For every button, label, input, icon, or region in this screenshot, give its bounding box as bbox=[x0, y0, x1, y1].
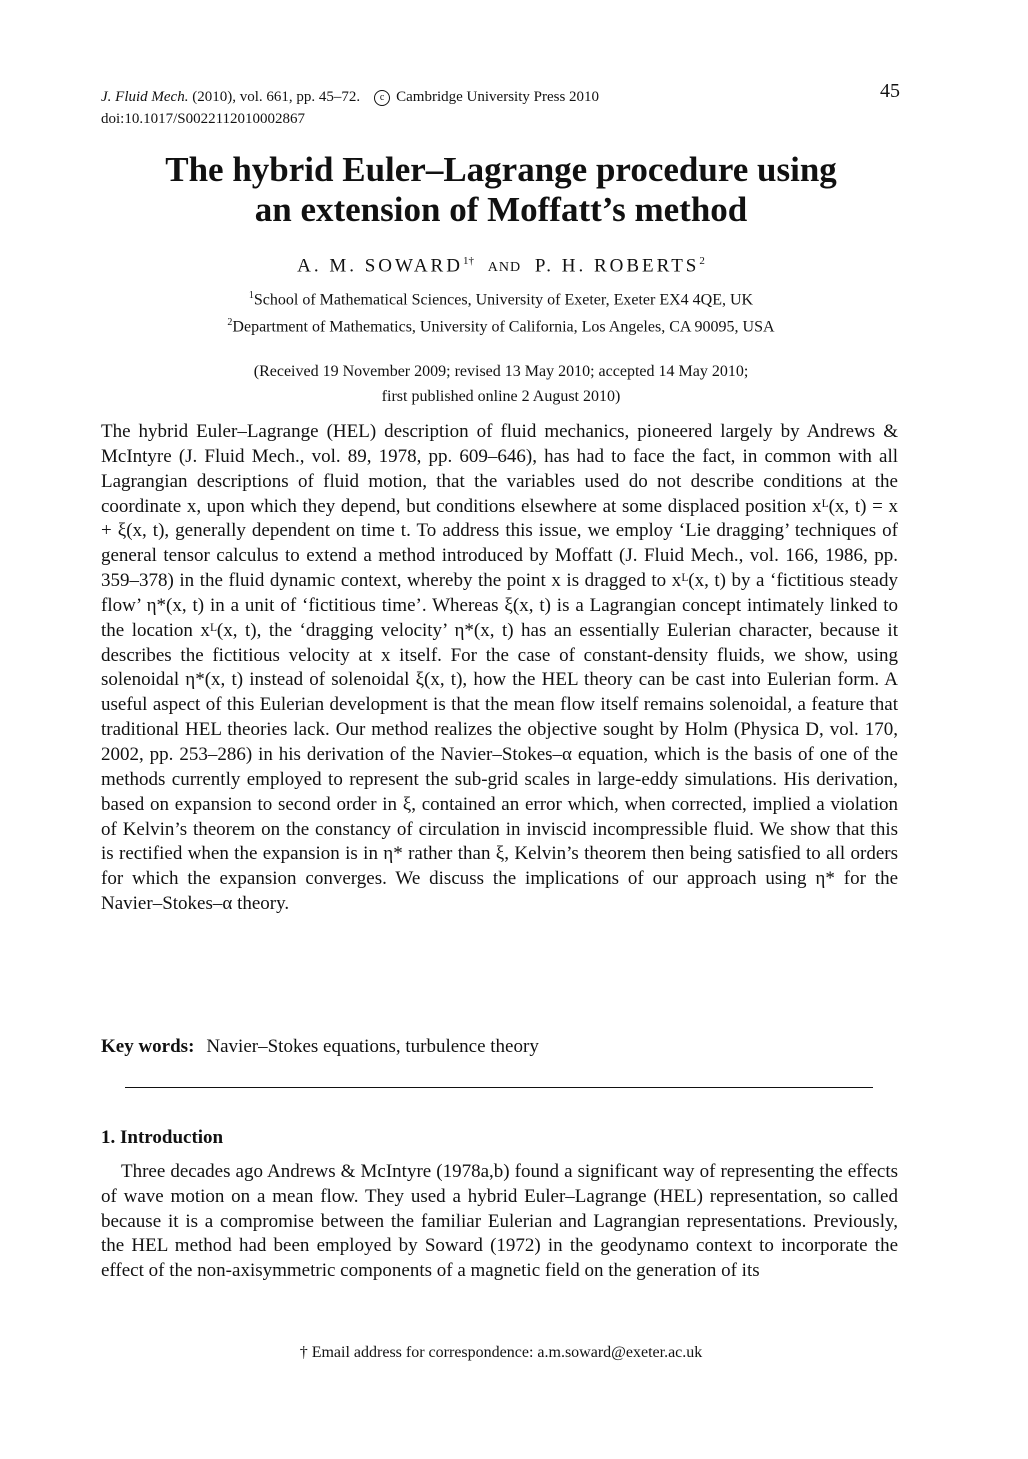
title-line-2: an extension of Moffatt’s method bbox=[254, 190, 748, 229]
copyright-icon: c bbox=[374, 90, 390, 106]
footnote: † Email address for correspondence: a.m.soward@exeter.ac.uk bbox=[299, 1344, 703, 1361]
author-1-mark: 1† bbox=[462, 255, 474, 267]
author-2-mark: 2 bbox=[699, 255, 705, 267]
affiliation-mark: 2 bbox=[227, 317, 233, 328]
author-1: A. M. SOWARD bbox=[297, 255, 463, 277]
author-line bbox=[101, 255, 901, 277]
received-line-1: (Received 19 November 2009; revised 13 May 2010; accepted 14 May 2010; bbox=[253, 363, 749, 380]
affiliation-text: Department of Mathematics, University of California, Los Angeles, CA 90095, USA bbox=[232, 318, 775, 336]
copyright-text: Cambridge University Press 2010 bbox=[396, 89, 600, 105]
abstract-text: The hybrid Euler–Lagrange (HEL) description of fluid mechanics, pioneered largely by Andrews & McIntyre (J. Fluid Mech., vol. 89, 1978, pp. 609–646), has had to face the fact, in common with all Lagrangian descriptions of fluid motion, that the variables used do not describe conditions at the coordinate x, upon which they depend, but conditions elsewhere at some displaced position xᴸ(x, t) = x + ξ(x, t), generally dependent on time t. To address this issue, we employ ‘Lie dragging’ techniques of general tensor calculus to extend a method introduced by Moffatt (J. Fluid Mech., vol. 166, 1986, pp. 359–378) in the fluid dynamic context, whereby the point x is dragged to xᴸ(x, t) by a ‘fictitious steady flow’ η*(x, t) in a unit of ‘fictitious time’. Whereas ξ(x, t) is a Lagrangian concept intimately linked to the location xᴸ(x, t), the ‘dragging velocity’ η*(x, t) has an essentially Eulerian character, because it describes the fictitious velocity at x itself. For the case of constant-density fluids, we show, using solenoidal η*(x, t) instead of solenoidal ξ(x, t), how the HEL theory can be cast into Eulerian form. A useful aspect of this Eulerian development is that the mean flow itself remains solenoidal, a feature that traditional HEL theories lack. Our method realizes the objective sought by Holm (Physica D, vol. 170, 2002, pp. 253–286) in his derivation of the Navier–Stokes–α equation, which is the basis of one of the methods currently employed to represent the sub-grid scales in large-eddy simulations. His derivation, based on expansion to second order in ξ, contained an error which, when corrected, implied a violation of Kelvin’s theorem on the constancy of circulation in inviscid incompressible fluid. We show that this is rectified when the expansion is in η* rather than ξ, Kelvin’s theorem then being satisfied to all orders for which the expansion converges. We discuss the implications of our approach using η* for the Navier–Stokes–α theory. bbox=[101, 421, 898, 915]
introduction-paragraph: Three decades ago Andrews & McIntyre (1978a,b) found a significant way of representing the effects of wave motion on a mean flow. They used a hybrid Euler–Lagrange (HEL) representation, so called because it is a compromise between the familiar Eulerian and Lagrangian representations. Previously, the HEL method had been employed by Soward (1972) in the geodynamo context to incorporate the effect of the non-axisymmetric components of a magnetic field on the generation of its bbox=[101, 1161, 898, 1282]
affiliation-text: School of Mathematical Sciences, University of Exeter, Exeter EX4 4QE, UK bbox=[253, 291, 754, 309]
affiliation-mark: 1 bbox=[248, 290, 254, 301]
received-dates bbox=[101, 359, 901, 409]
author-connector: AND bbox=[487, 260, 522, 276]
doi: doi:10.1017/S0022112010002867 bbox=[101, 111, 306, 127]
page-number: 45 bbox=[880, 80, 900, 102]
affiliation-1 bbox=[101, 290, 901, 309]
keywords bbox=[101, 1036, 539, 1058]
journal-volume: (2010), vol. 661, pp. 45–72. bbox=[188, 89, 361, 105]
keywords-label: Key words: bbox=[101, 1036, 195, 1057]
section-divider bbox=[125, 1087, 873, 1088]
journal-name: J. Fluid Mech. bbox=[101, 89, 189, 105]
section-heading: 1. Introduction bbox=[101, 1127, 224, 1148]
affiliation-2 bbox=[101, 317, 901, 336]
author-2: P. H. ROBERTS bbox=[534, 255, 700, 277]
introduction-body bbox=[101, 1160, 898, 1284]
copyright-notice bbox=[374, 89, 599, 105]
abstract bbox=[101, 420, 898, 917]
running-header bbox=[101, 86, 901, 130]
paper-title bbox=[101, 150, 901, 230]
title-line-1: The hybrid Euler–Lagrange procedure using bbox=[165, 150, 837, 189]
received-line-2: first published online 2 August 2010) bbox=[381, 388, 621, 405]
keywords-text: Navier–Stokes equations, turbulence theory bbox=[206, 1036, 539, 1057]
citation-line bbox=[101, 86, 901, 108]
